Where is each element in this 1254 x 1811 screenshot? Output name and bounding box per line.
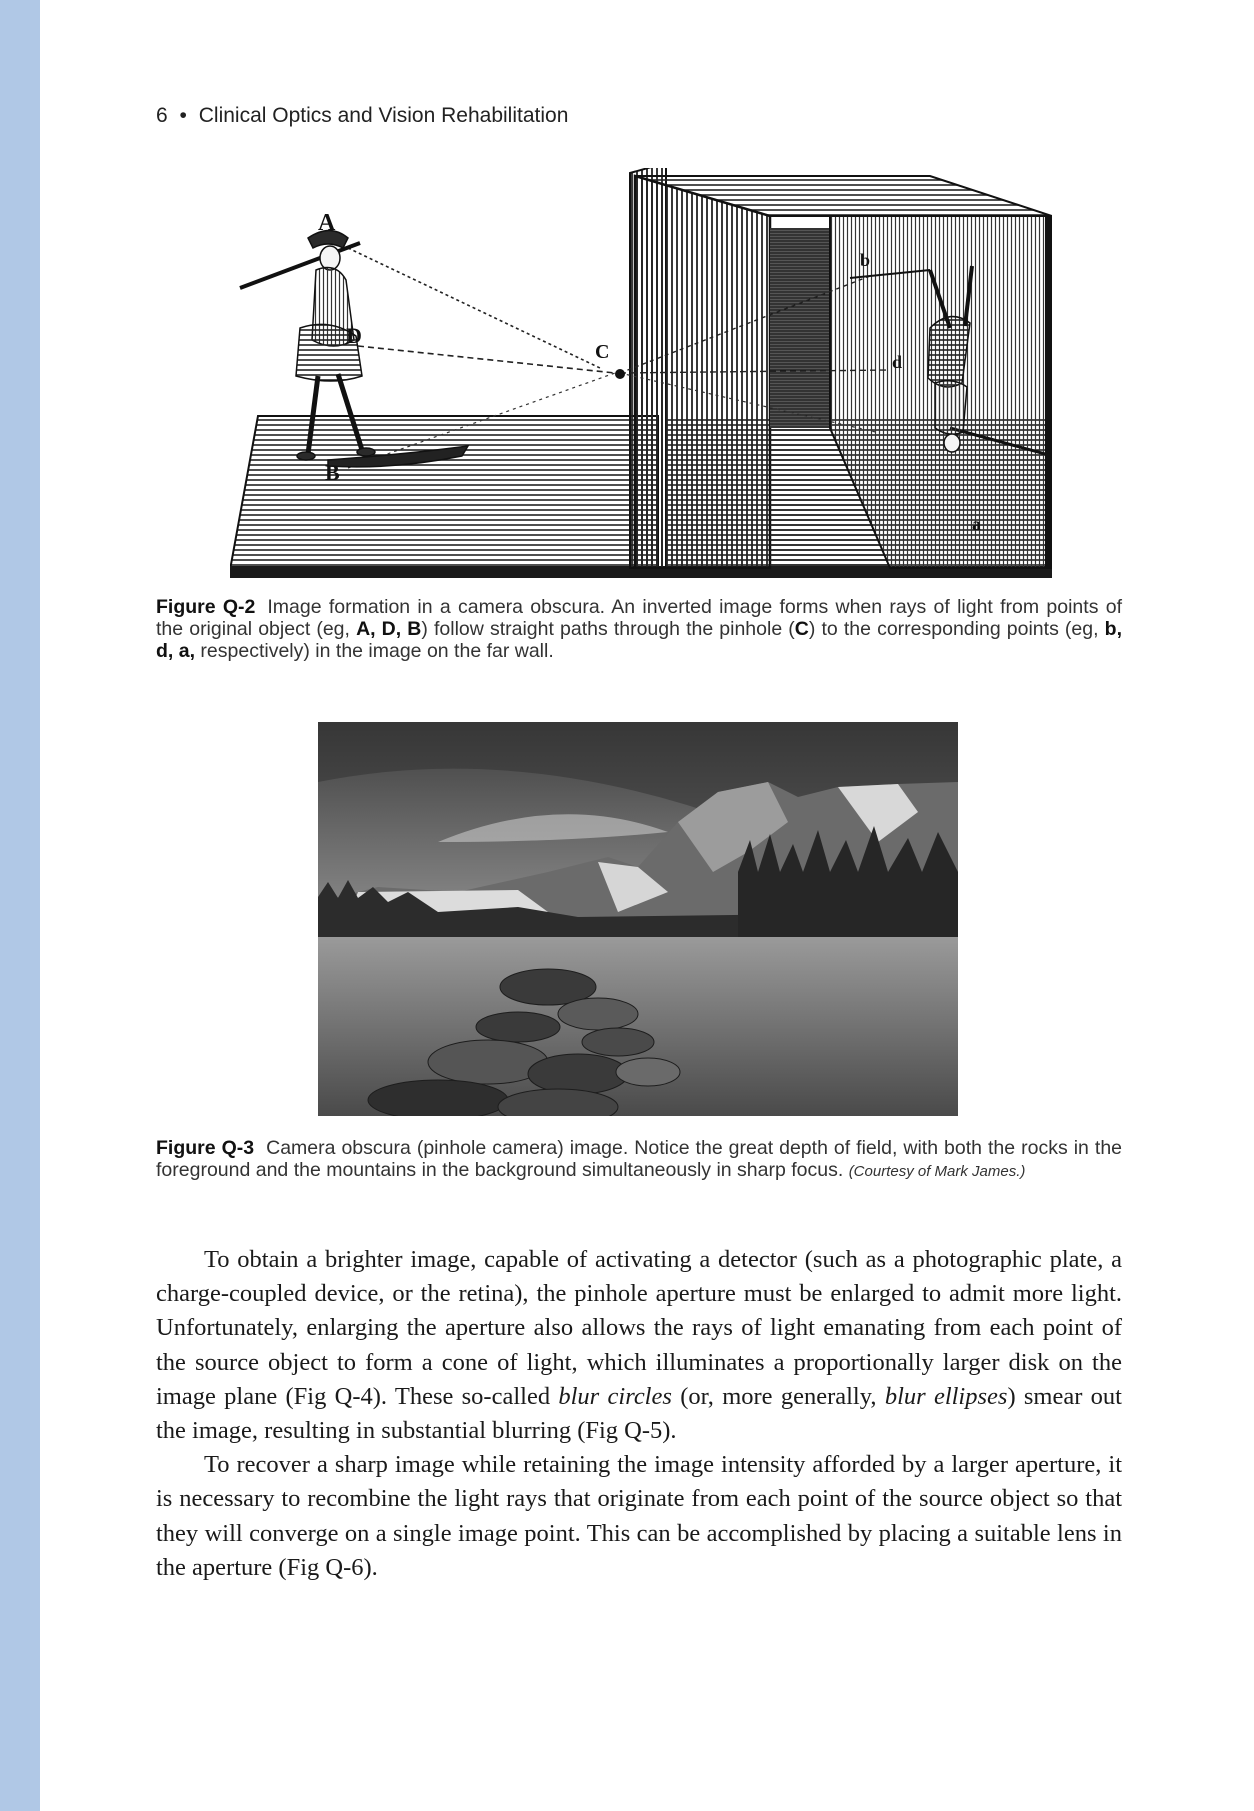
label-b: b — [860, 250, 871, 270]
pinhole-landscape-photo — [318, 722, 958, 1116]
running-head — [156, 104, 568, 128]
body-text — [156, 1243, 1122, 1585]
label-d: d — [892, 352, 903, 372]
book-title: Clinical Optics and Vision Rehabilitation — [198, 104, 569, 127]
label-A: A — [318, 210, 336, 236]
label-D: D — [346, 323, 362, 348]
paragraph-1: To obtain a brighter image, capable of activating a detector (such as a photographic plate, a charge-coupled device, or the retina), the pinhole aperture must be enlarged to admit more light. Unfortunately, enlarging the aperture also allows the rays of light emanating from each point of the source object to form a cone of light, which illuminates a proportionally larger disk on the image plane (Fig Q-4). These so-called blur circles (or, more generally, blur ellipses) smear out the image, resulting in substantial blurring (Fig Q-5). — [156, 1246, 1122, 1445]
camera-obscura-illustration — [230, 168, 1052, 578]
label-B: B — [325, 460, 340, 485]
figure-q3-caption: Figure Q-3 Camera obscura (pinhole camera) image. Notice the great depth of field, with both the rocks in the foreground and the mountains in the background simultaneously in sharp focus. (Courtesy of Mark James.) — [156, 1137, 1123, 1181]
box-right-edge — [1045, 216, 1052, 568]
figure-q2-label: Figure Q-2 — [156, 596, 256, 618]
page-number: 6 — [156, 104, 168, 127]
photo-credit: (Courtesy of Mark James.) — [848, 1163, 1026, 1180]
floor — [230, 416, 658, 570]
label-C: C — [595, 341, 610, 363]
header-bullet: • — [179, 104, 187, 127]
box-inner — [770, 228, 830, 428]
paragraph-2: To recover a sharp image while retaining the image intensity afforded by a larger aperture, it is necessary to recombine the light rays that originate from each point of the source object so that they will converge on a single image point. This can be accomplished by placing a suitable lens in the aperture (Fig Q-6). — [156, 1451, 1122, 1581]
pinhole — [615, 369, 625, 379]
page-edge-band — [0, 0, 40, 1811]
figure-q2-caption: Figure Q-2 Image formation in a camera obscura. An inverted image forms when rays of light from points of the original object (eg, A, D, B) follow straight paths through the pinhole (C) to the corresponding points (eg, b, d, a, respectively) in the image on the far wall. — [156, 596, 1122, 662]
label-a: a — [972, 514, 981, 534]
figure-q3-label: Figure Q-3 — [156, 1137, 255, 1159]
